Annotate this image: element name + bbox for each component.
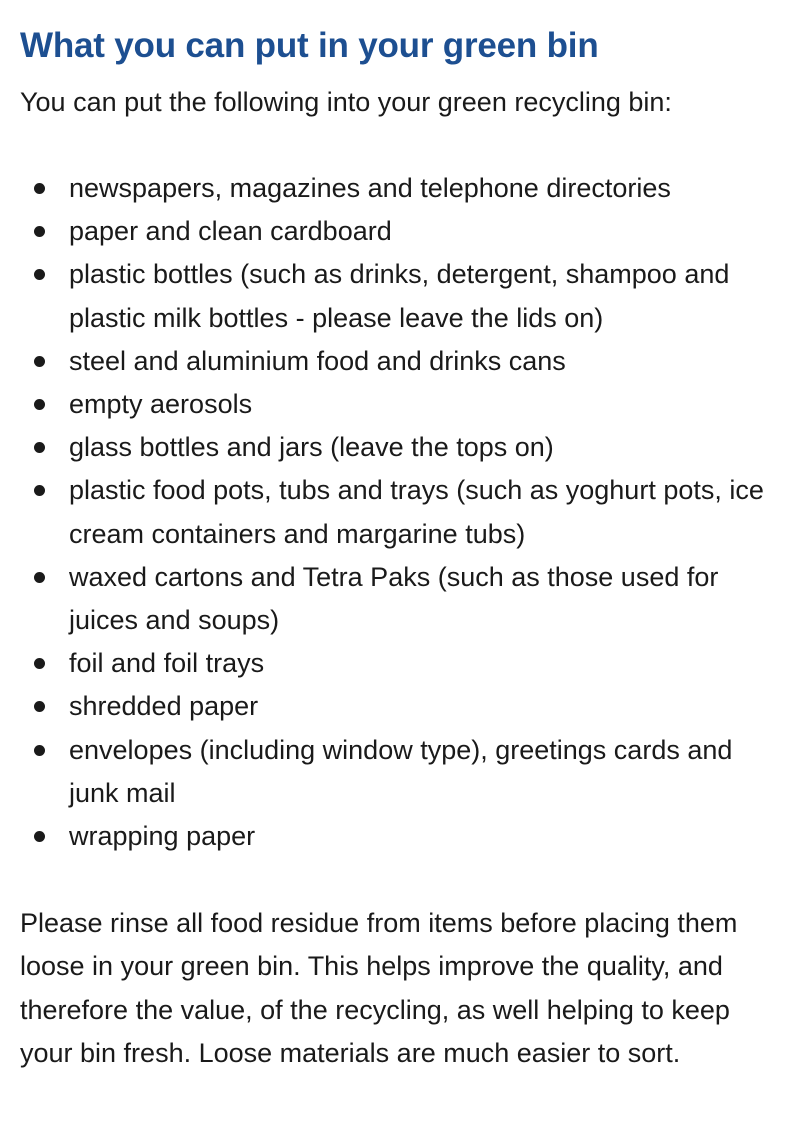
list-item-text: plastic bottles (such as drinks, detergent, shampoo and plastic milk bottles - please leave the lids on) bbox=[69, 259, 730, 333]
bullet-icon bbox=[34, 745, 45, 756]
bullet-icon bbox=[34, 701, 45, 712]
list-item-text: waxed cartons and Tetra Paks (such as those used for juices and soups) bbox=[69, 561, 719, 636]
list-item-text: empty aerosols bbox=[69, 389, 253, 420]
list-item-text: foil and foil trays bbox=[69, 648, 265, 679]
bullet-icon bbox=[34, 269, 45, 280]
list-item bbox=[20, 729, 779, 815]
bullet-icon bbox=[34, 226, 45, 237]
list-item-text: envelopes (including window type), greetings cards and junk mail bbox=[69, 734, 733, 808]
list-item-text: wrapping paper bbox=[69, 821, 256, 852]
bullet-icon bbox=[34, 658, 45, 669]
bullet-icon bbox=[34, 572, 45, 583]
bullet-icon bbox=[34, 831, 45, 842]
list-item bbox=[20, 642, 779, 685]
page-title: What you can put in your green bin bbox=[20, 26, 599, 65]
list-item bbox=[20, 383, 779, 426]
bullet-icon bbox=[34, 442, 45, 453]
list-item-text: plastic food pots, tubs and trays (such as yoghurt pots, ice cream containers and margarine tubs) bbox=[69, 475, 764, 549]
list-item bbox=[20, 469, 779, 555]
list-item bbox=[20, 340, 779, 383]
list-item-text: glass bottles and jars (leave the tops on) bbox=[69, 432, 554, 463]
bullet-icon bbox=[34, 399, 45, 410]
rinse-note: Please rinse all food residue from items before placing them loose in your green bin. This helps improve the quality, and therefore the value, of the recycling, as well helping to keep your bin fresh. Loose materials are much easier to sort. bbox=[20, 908, 738, 1068]
list-item-text: paper and clean cardboard bbox=[69, 216, 392, 247]
intro-text: You can put the following into your green recycling bin: bbox=[20, 87, 672, 117]
list-item-text: steel and aluminium food and drinks cans bbox=[69, 345, 566, 376]
list-item bbox=[20, 210, 779, 253]
bullet-icon bbox=[34, 485, 45, 496]
list-item bbox=[20, 685, 779, 728]
list-item bbox=[20, 253, 779, 339]
list-item-text: newspapers, magazines and telephone directories bbox=[69, 173, 671, 203]
recycling-list bbox=[20, 167, 779, 858]
list-item bbox=[20, 815, 779, 858]
bullet-icon bbox=[34, 356, 45, 367]
list-item bbox=[20, 556, 779, 642]
list-item bbox=[20, 167, 779, 210]
list-item-text: shredded paper bbox=[69, 691, 259, 722]
bullet-icon bbox=[34, 183, 45, 194]
list-item bbox=[20, 426, 779, 469]
